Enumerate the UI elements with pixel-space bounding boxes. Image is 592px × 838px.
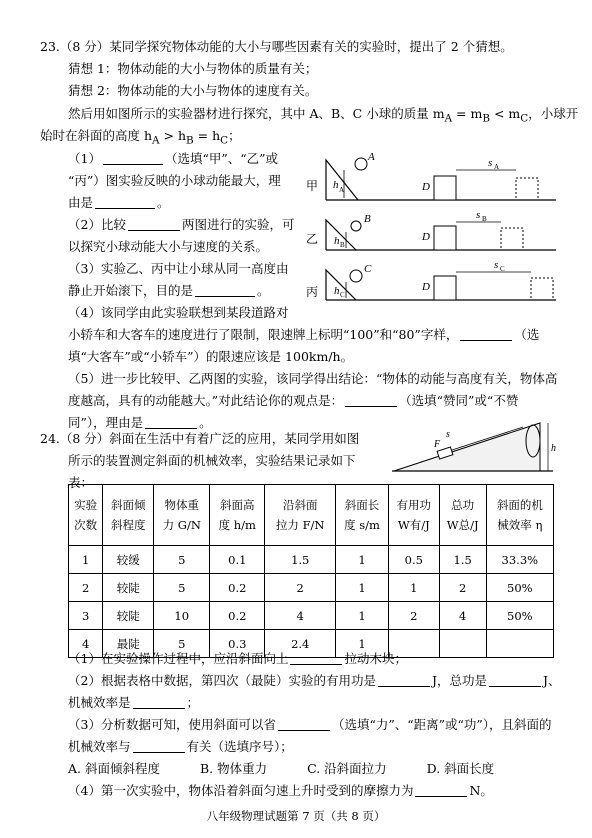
- table-cell: 1: [336, 546, 389, 574]
- q23-part3-line2: 静止开始滚下，目的是 。: [68, 283, 270, 298]
- table-cell: 0.1: [210, 546, 265, 574]
- svg-text:D: D: [422, 181, 430, 193]
- table-cell: 1: [388, 574, 439, 602]
- svg-text:C: C: [340, 291, 345, 299]
- table-header: 总功 W总/J: [439, 485, 486, 546]
- table-header: 斜面倾 斜程度: [103, 485, 154, 546]
- table-cell: 2: [439, 574, 486, 602]
- svg-text:s: s: [494, 259, 499, 271]
- table-header: 斜面长 度 s/m: [336, 485, 389, 546]
- q24-part2-line2: 机械效率是 ；: [68, 695, 200, 710]
- q23-part5-line1: （5）进一步比较甲、乙两图的实验，该同学得出结论：“物体的动能与高度有关，物体高: [68, 371, 558, 386]
- q23-guess-2: 猜想 2：物体动能的大小与物体的速度有关。: [68, 83, 318, 98]
- q23-part4-line1: （4）该同学由此实验联想到某段道路对: [68, 305, 289, 320]
- q24-part1: （1）在实验操作过程中，应沿斜面向上 拉动木块；: [68, 651, 407, 666]
- table-cell: 2: [69, 574, 103, 602]
- q23-part1-line1: （1） （选填“甲”、“乙”或: [68, 151, 279, 166]
- q23-part4-line3: 填“大客车”或“小轿车”）的限速应该是 100km/h。: [68, 349, 354, 364]
- q24-part3-line2: 机械效率与 有关（选填序号）；: [68, 739, 293, 754]
- q23-part5-line3: 同”），理由是 。: [68, 415, 212, 430]
- table-cell: 0.3: [210, 630, 265, 658]
- q24-options: [68, 760, 494, 778]
- table-cell: 5: [154, 546, 210, 574]
- answer-blank[interactable]: [133, 696, 185, 709]
- table-header: 有用功 W有/J: [388, 485, 439, 546]
- incline-figure: [388, 413, 558, 479]
- table-header-row: [69, 485, 554, 546]
- q24-part4: （4）第一次实验中，物体沿着斜面匀速上升时受到的摩擦力为 N。: [68, 783, 493, 798]
- answer-blank[interactable]: [95, 196, 155, 209]
- svg-text:D: D: [422, 281, 430, 293]
- table-cell: 1.5: [439, 546, 486, 574]
- answer-blank[interactable]: [133, 740, 185, 753]
- svg-text:h: h: [334, 285, 340, 297]
- svg-text:A: A: [368, 151, 375, 163]
- option-c[interactable]: C. 沿斜面拉力: [307, 761, 387, 776]
- answer-blank[interactable]: [290, 652, 342, 665]
- table-cell: 4: [69, 630, 103, 658]
- q24-line2: 所示的装置测定斜面的机械效率，实验结果记录如下: [68, 453, 356, 468]
- table-cell: 较陡: [103, 602, 154, 630]
- q23-title: 23.（8 分）某同学探究物体动能的大小与哪些因素有关的实验时，提出了 2 个猜想。: [40, 39, 513, 54]
- q24-line3: 表：: [68, 475, 94, 490]
- svg-text:D: D: [422, 231, 430, 243]
- table-header: 斜面的机 械效率 η: [486, 485, 553, 546]
- answer-blank[interactable]: [378, 674, 430, 687]
- table-cell: 4: [265, 602, 336, 630]
- table-cell: 10: [154, 602, 210, 630]
- q23-setup-line-2: 始时在斜面的高度 $h_A > h_B = h_C$；: [40, 128, 241, 147]
- svg-text:B: B: [482, 215, 487, 223]
- answer-blank[interactable]: [103, 152, 163, 165]
- svg-text:s: s: [488, 157, 493, 169]
- table-cell: 最陡: [103, 630, 154, 658]
- svg-text:h: h: [334, 235, 340, 247]
- table-cell: 1: [69, 546, 103, 574]
- row-label: 甲: [306, 179, 319, 193]
- table-cell: 0.5: [388, 546, 439, 574]
- svg-text:A: A: [339, 186, 345, 194]
- kinetic-energy-experiment-figure: [306, 148, 568, 308]
- answer-blank[interactable]: [145, 416, 197, 429]
- q23-part4-line2: 小轿车和大客车的速度进行了限制，限速牌上标明“100”和“80”字样， （选: [68, 327, 540, 342]
- table-cell: 0.2: [210, 602, 265, 630]
- option-b[interactable]: B. 物体重力: [199, 761, 268, 776]
- block-icon: [434, 276, 456, 300]
- svg-text:C: C: [500, 265, 505, 273]
- table-cell[interactable]: [439, 630, 486, 658]
- q23-part2-line1: （2）比较 两图进行的实验，可: [68, 217, 295, 232]
- svg-text:A: A: [494, 163, 500, 171]
- ball-icon: [355, 158, 367, 170]
- row-yi: [306, 209, 556, 250]
- table-cell: 33.3%: [486, 546, 553, 574]
- q24-part2-line1: （2）根据表格中数据，第四次（最陡）实验的有用功是 J，总功是 J、: [68, 673, 561, 688]
- table-cell: 50%: [486, 574, 553, 602]
- table-row: [69, 602, 554, 630]
- q24-part3-line1: （3）分析数据可知，使用斜面可以省 （选填“力”、“距离”或“功”），且斜面的: [68, 717, 552, 732]
- svg-text:h: h: [551, 443, 556, 454]
- table-cell: 2: [388, 602, 439, 630]
- table-cell: 1: [336, 630, 389, 658]
- answer-blank[interactable]: [128, 218, 180, 231]
- q23-part3-line1: （3）实验乙、丙中让小球从同一高度由: [68, 261, 289, 276]
- svg-text:C: C: [364, 263, 372, 275]
- table-header: 物体重 力 G/N: [154, 485, 210, 546]
- q23-part2-line2: 以探究小球动能大小与速度的关系。: [68, 239, 269, 254]
- answer-blank[interactable]: [278, 718, 330, 731]
- answer-blank[interactable]: [460, 328, 512, 341]
- table-cell: 4: [439, 602, 486, 630]
- option-a[interactable]: A. 斜面倾斜程度: [68, 761, 160, 776]
- answer-blank[interactable]: [345, 394, 397, 407]
- row-label: 乙: [306, 232, 319, 246]
- ball-icon: [351, 221, 361, 231]
- svg-text:B: B: [340, 241, 345, 249]
- q24-title: 24.（8 分）斜面在生活中有着广泛的应用，某同学用如图: [40, 431, 360, 446]
- table-cell: 5: [154, 630, 210, 658]
- svg-text:B: B: [364, 213, 371, 225]
- table-cell: 3: [69, 602, 103, 630]
- table-cell[interactable]: [486, 630, 553, 658]
- option-d[interactable]: D. 斜面长度: [426, 761, 495, 776]
- table-cell: 0.2: [210, 574, 265, 602]
- row-label: 丙: [306, 285, 319, 299]
- table-cell: 50%: [486, 602, 553, 630]
- table-cell: 5: [154, 574, 210, 602]
- q23-part1-line3: 由是 。: [68, 195, 170, 210]
- table-row: [69, 546, 554, 574]
- incline-results-table: [68, 484, 554, 658]
- row-jia: [306, 151, 556, 200]
- page-footer: 八年级物理试题第 7 页（共 8 页）: [206, 809, 386, 823]
- q23-part1-line2: “丙”）图实验反映的小球动能最大，理: [68, 173, 281, 188]
- table-header: 实验 次数: [69, 485, 103, 546]
- table-cell: 较缓: [103, 546, 154, 574]
- answer-blank[interactable]: [489, 674, 541, 687]
- q23-guess-1: 猜想 1：物体动能的大小与物体的质量有关；: [68, 61, 318, 76]
- q23-part5-line2: 度越高，具有的动能越大。”对此结论你的观点是： （选填“赞同”或“不赞: [68, 393, 519, 408]
- table-cell: 较陡: [103, 574, 154, 602]
- answer-blank[interactable]: [195, 284, 255, 297]
- answer-blank[interactable]: [415, 784, 467, 797]
- q23-setup-line-1: 然后用如图所示的实验器材进行探究，其中 A、B、C 小球的质量 $m_A = m_B < m_C$，小球开: [68, 106, 579, 125]
- table-header: 沿斜面 拉力 F/N: [265, 485, 336, 546]
- table-cell: 2: [265, 574, 336, 602]
- block-icon: [434, 226, 456, 250]
- table-cell: 1: [336, 574, 389, 602]
- svg-text:s: s: [476, 209, 481, 221]
- table-cell: 1.5: [265, 546, 336, 574]
- table-row: [69, 574, 554, 602]
- ball-icon: [350, 270, 362, 282]
- svg-text:s: s: [446, 429, 450, 440]
- svg-text:h: h: [333, 179, 339, 191]
- block-icon: [434, 176, 456, 200]
- table-cell: 2.4: [265, 630, 336, 658]
- svg-text:F: F: [434, 439, 441, 450]
- row-bing: [306, 259, 556, 300]
- table-header: 斜面高 度 h/m: [210, 485, 265, 546]
- table-cell: 1: [336, 602, 389, 630]
